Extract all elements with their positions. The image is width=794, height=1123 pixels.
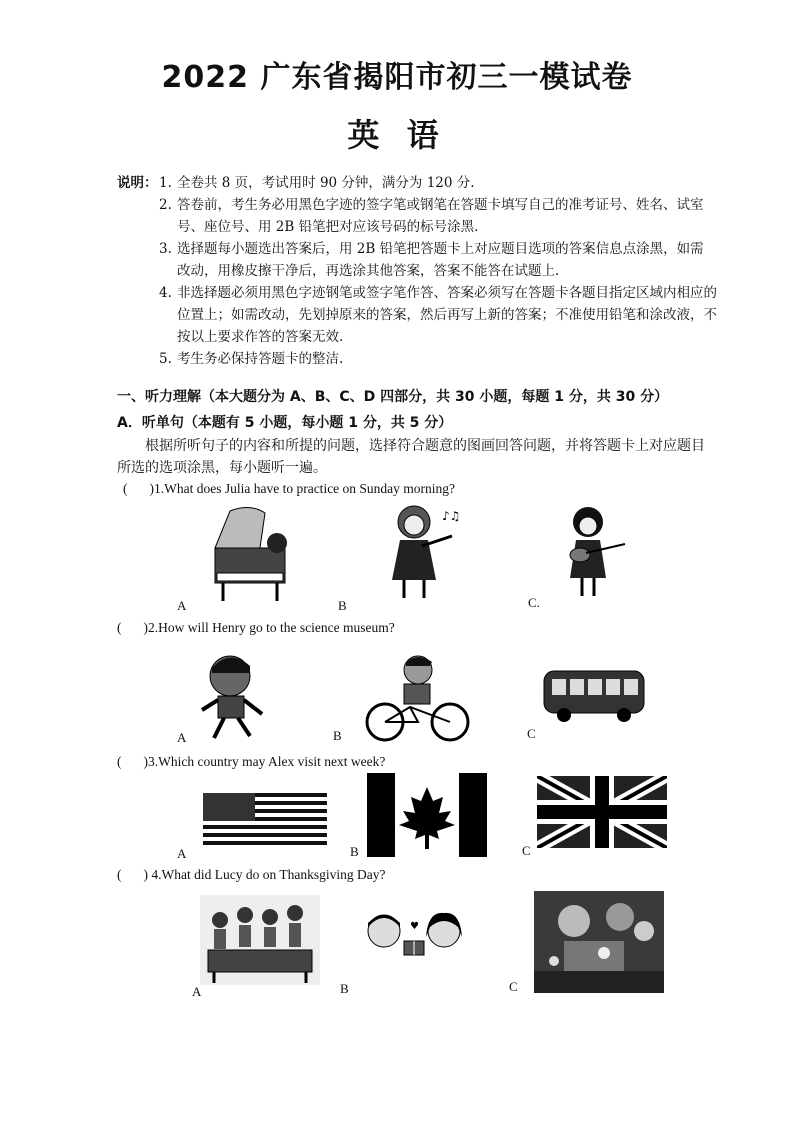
- usa-flag-icon: [203, 793, 327, 849]
- q3-option-b: B: [350, 844, 359, 859]
- exam-title: 2022 广东省揭阳市初三一模试卷: [161, 60, 633, 95]
- question-2: ( )2.How will Henry go to the science museum?: [117, 620, 395, 635]
- guitar-girl-icon: [560, 500, 630, 600]
- q4-option-a: A: [192, 984, 202, 999]
- q1-option-c: C.: [528, 595, 540, 610]
- question-4: ( ) 4.What did Lucy do on Thanksgiving Day?: [117, 867, 386, 882]
- q4-option-c: C: [509, 979, 518, 994]
- q2-option-c: C: [527, 726, 536, 741]
- note-3: 3. 选择题每小题选出答案后，用 2B 铅笔把答题卡上对应题目选项的答案信息点涂黑，如需改动，用橡皮擦干净后，再选涂其他答案，答案不能答在试题上.: [159, 241, 704, 279]
- family-dinner-icon: [200, 895, 320, 985]
- part-a-instruction: 根据所听句子的内容和所提的问题，选择符合题意的图画回答问题，并将答题卡上对应题目所选的选项涂黑，每小题听一遍。: [117, 438, 705, 476]
- instructions-label: 说明：: [117, 175, 158, 191]
- violin-girl-icon: [382, 500, 462, 602]
- q4-option-b: B: [340, 981, 349, 996]
- note-1: 1. 全卷共 8 页，考试用时 90 分钟，满分为 120 分.: [159, 175, 475, 191]
- bicycle-icon: [360, 652, 472, 742]
- instructions: [117, 172, 717, 370]
- svg-text:♪♫: ♪♫: [442, 509, 461, 523]
- note-5: 5. 考生务必保持答题卡的整洁.: [159, 351, 344, 367]
- bus-icon: [540, 665, 648, 725]
- question-3: ( )3.Which country may Alex visit next week?: [117, 754, 386, 769]
- q2-option-b: B: [333, 728, 342, 743]
- svg-text:♥: ♥: [410, 921, 419, 932]
- canada-flag-icon: [367, 773, 487, 857]
- question-1: ( )1.What does Julia have to practice on Sunday morning?: [123, 481, 456, 496]
- walking-boy-icon: [190, 648, 270, 743]
- q1-option-a: A: [177, 598, 187, 613]
- q2-option-a: A: [177, 730, 187, 745]
- subject-title: 英 语: [347, 116, 447, 154]
- uk-flag-icon: [537, 776, 667, 848]
- q3-option-c: C: [522, 843, 531, 858]
- q3-option-a: A: [177, 846, 187, 861]
- part-a-heading: A．听单句（本题有 5 小题，每小题 1 分，共 5 分）: [117, 415, 453, 431]
- note-2: 2. 答卷前，考生务必用黑色字迹的签字笔或钢笔在答题卡填写自己的准考证号、姓名、试室号、座位号、用 2B 铅笔把对应该号码的标号涂黑.: [159, 197, 704, 235]
- piano-icon: [205, 503, 295, 603]
- q1-option-b: B: [338, 598, 347, 613]
- note-4: 4. 非选择题必须用黑色字迹钢笔或签字笔作答、答案必须写在答题卡各题目指定区域内相应的位置上；如需改动，先划掉原来的答案，然后再写上新的答案；不准使用铅笔和涂改液，不按以上要求作答的答案无效.: [159, 285, 717, 345]
- gift-exchange-icon: [362, 907, 468, 965]
- parade-icon: [534, 891, 664, 993]
- section-heading: 一、听力理解（本大题分为 A、B、C、D 四部分，共 30 小题，每题 1 分，共 30 分）: [117, 389, 669, 405]
